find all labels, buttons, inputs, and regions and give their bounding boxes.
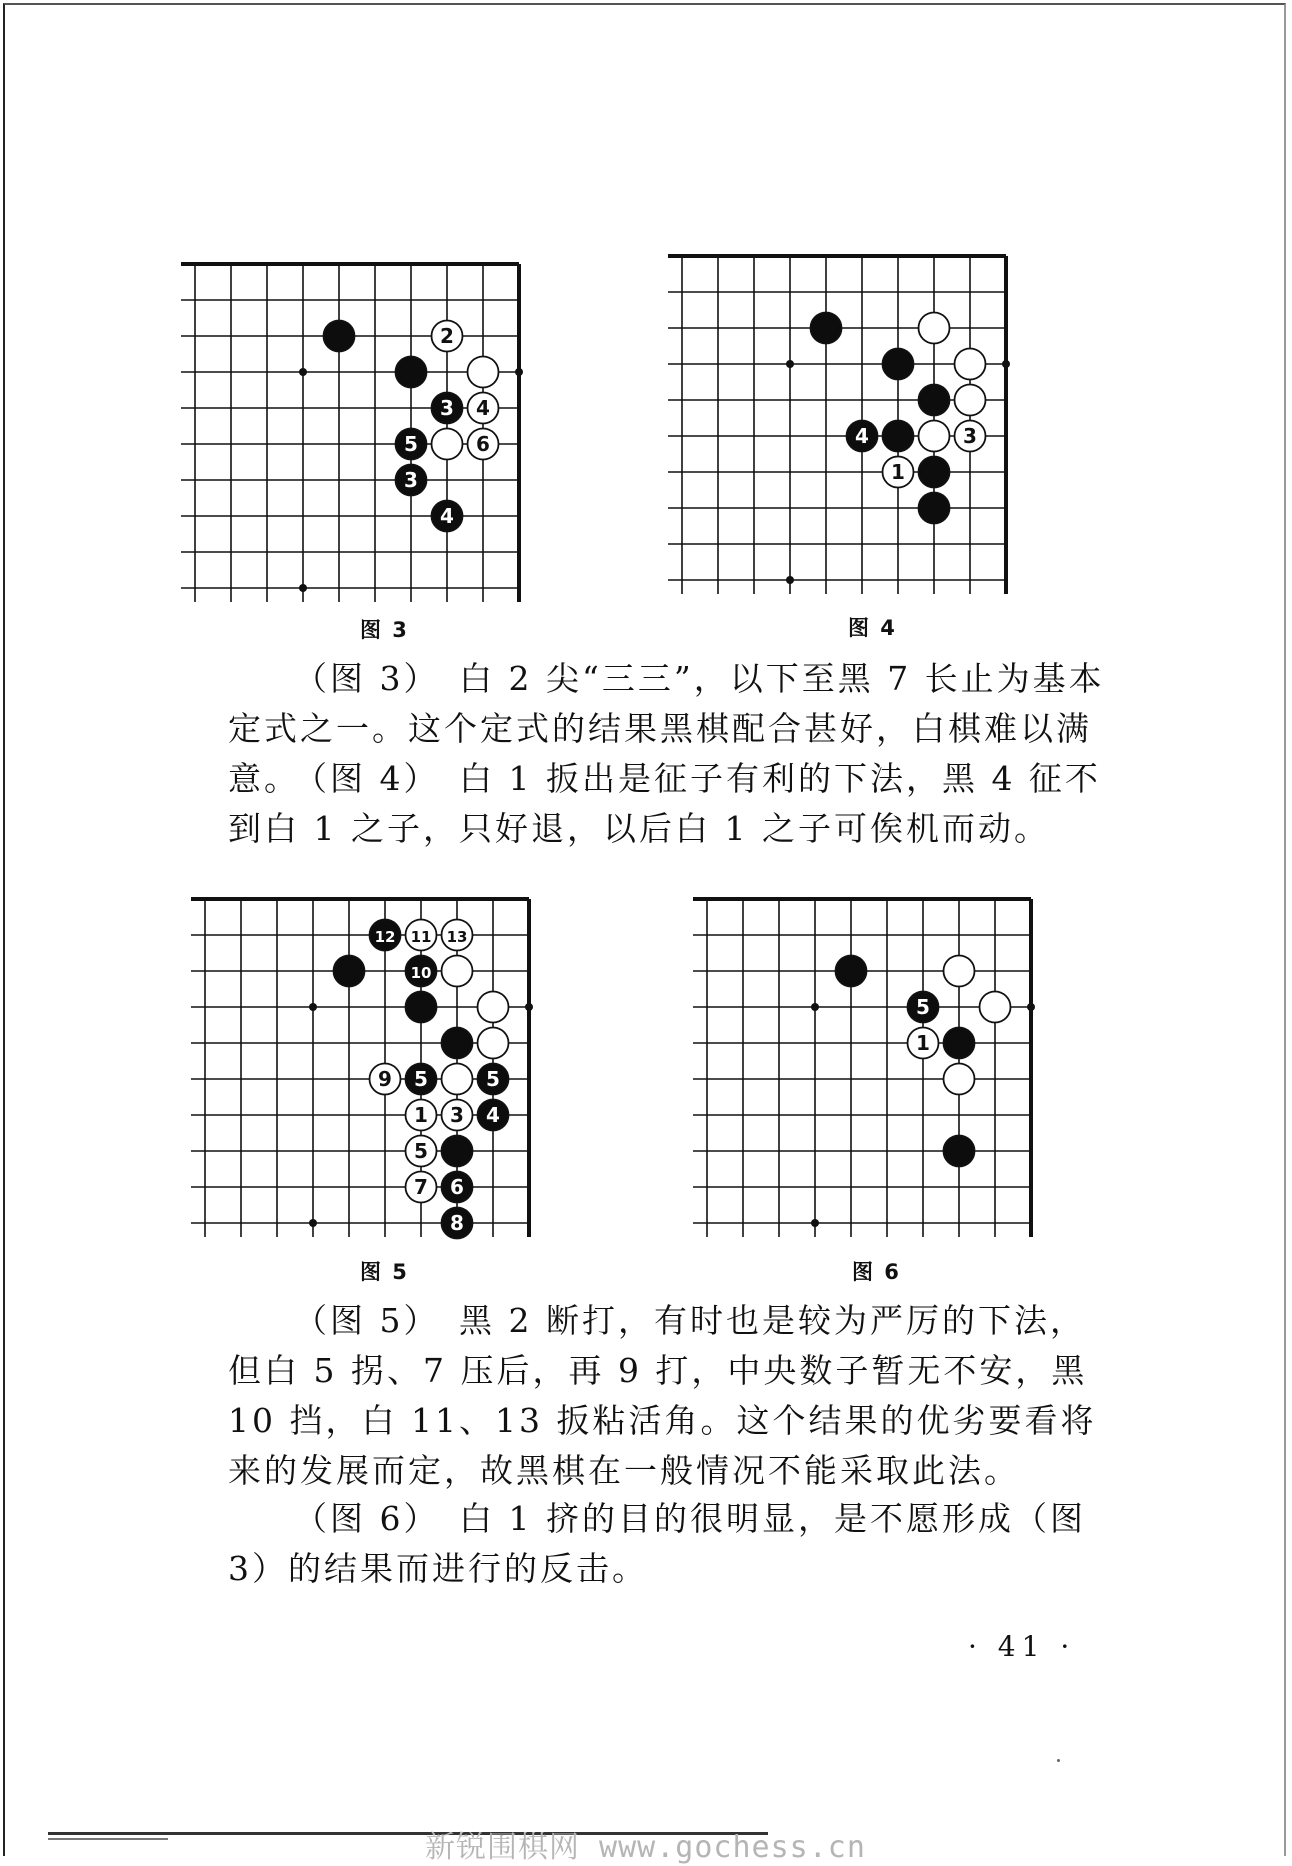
stone-move-number: 5 xyxy=(486,1067,500,1091)
stone-move-number: 6 xyxy=(476,432,490,456)
stone-move-number: 1 xyxy=(916,1031,930,1055)
white-stone xyxy=(442,1064,473,1095)
star-point xyxy=(1002,360,1010,368)
white-stone xyxy=(955,385,986,416)
white-stone xyxy=(919,313,950,344)
black-stone xyxy=(811,313,842,344)
go-board-3 xyxy=(195,258,545,600)
watermark: 新锐围棋网 www.gochess.cn xyxy=(425,1830,866,1865)
white-stone xyxy=(908,1028,939,1059)
black-stone xyxy=(883,349,914,380)
diagram-6-board xyxy=(707,893,1057,1233)
paragraph-fig5-text: （图 5） 黑 2 断打，有时也是较为严厉的下法，但白 5 拐、7 压后，再 9 打，中央数子暂无不安，黑 10 挡，白 11、13 扳粘活角。这个结果的优劣要看将来的发展而定，故黑棋在一般情况不能采取此法。 xyxy=(228,1301,1097,1490)
scan-speck xyxy=(1057,1759,1060,1762)
white-stone xyxy=(919,421,950,452)
star-point xyxy=(811,1219,819,1227)
star-point xyxy=(811,1003,819,1011)
black-stone xyxy=(836,956,867,987)
stone-move-number: 1 xyxy=(891,460,905,484)
star-point xyxy=(299,368,307,376)
white-stone xyxy=(442,956,473,987)
star-point xyxy=(1027,1003,1035,1011)
black-stone xyxy=(478,1100,509,1131)
stone-move-number: 5 xyxy=(916,995,930,1019)
black-stone xyxy=(396,465,427,496)
white-stone xyxy=(944,956,975,987)
black-stone xyxy=(442,1028,473,1059)
black-stone xyxy=(442,1172,473,1203)
black-stone xyxy=(406,956,437,987)
stone-move-number: 12 xyxy=(374,928,396,946)
black-stone xyxy=(406,1064,437,1095)
diagram-5-board xyxy=(205,893,555,1233)
white-stone xyxy=(468,357,499,388)
bottom-rule-short xyxy=(48,1838,168,1840)
stone-move-number: 2 xyxy=(440,324,454,348)
stone-move-number: 5 xyxy=(404,432,418,456)
paragraph-fig4 xyxy=(228,754,1108,854)
black-stone xyxy=(944,1136,975,1167)
star-point xyxy=(309,1003,317,1011)
star-point xyxy=(525,1003,533,1011)
white-stone xyxy=(406,1136,437,1167)
black-stone xyxy=(919,385,950,416)
white-stone xyxy=(370,1064,401,1095)
black-stone xyxy=(919,493,950,524)
white-stone xyxy=(944,1064,975,1095)
black-stone xyxy=(908,992,939,1023)
diagram-6-caption: 图 6 xyxy=(852,1260,901,1284)
white-stone xyxy=(406,1100,437,1131)
white-stone xyxy=(478,1028,509,1059)
black-stone xyxy=(919,457,950,488)
black-stone xyxy=(324,321,355,352)
star-point xyxy=(786,360,794,368)
paragraph-fig6 xyxy=(228,1494,1108,1594)
black-stone xyxy=(406,992,437,1023)
white-stone xyxy=(442,1100,473,1131)
stone-move-number: 7 xyxy=(414,1175,428,1199)
white-stone xyxy=(432,429,463,460)
white-stone xyxy=(883,457,914,488)
star-point xyxy=(299,584,307,592)
stone-move-number: 3 xyxy=(450,1103,464,1127)
paragraph-fig4-text: （图 4） 白 1 扳出是征子有利的下法，黑 4 征不到白 1 之子，只好退，以后白 1 之子可俟机而动。 xyxy=(228,759,1101,848)
black-stone xyxy=(847,421,878,452)
star-point xyxy=(309,1219,317,1227)
stone-move-number: 9 xyxy=(378,1067,392,1091)
paragraph-fig5 xyxy=(228,1296,1108,1496)
stone-move-number: 13 xyxy=(446,928,468,946)
black-stone xyxy=(370,920,401,951)
diagram-3-caption: 图 3 xyxy=(360,618,409,642)
paragraph-fig3-text: （图 3） 白 2 尖“三三”，以下至黑 7 长止为基本定式之一。这个定式的结果黑棋配合甚好，白棋难以满意。 xyxy=(228,659,1105,798)
stone-move-number: 11 xyxy=(410,928,432,946)
black-stone xyxy=(478,1064,509,1095)
stone-move-number: 8 xyxy=(450,1211,464,1235)
stone-move-number: 4 xyxy=(486,1103,500,1127)
stone-move-number: 3 xyxy=(963,424,977,448)
white-stone xyxy=(980,992,1011,1023)
stone-move-number: 4 xyxy=(476,396,490,420)
white-stone xyxy=(955,421,986,452)
black-stone xyxy=(432,393,463,424)
black-stone xyxy=(334,956,365,987)
black-stone xyxy=(432,501,463,532)
white-stone xyxy=(442,920,473,951)
stone-move-number: 1 xyxy=(414,1103,428,1127)
white-stone xyxy=(432,321,463,352)
black-stone xyxy=(442,1136,473,1167)
stone-move-number: 6 xyxy=(450,1175,464,1199)
star-point xyxy=(515,368,523,376)
diagram-4-caption: 图 4 xyxy=(848,616,897,640)
stone-move-number: 5 xyxy=(414,1067,428,1091)
go-board-6 xyxy=(707,893,1057,1233)
go-board-4 xyxy=(682,250,1032,592)
white-stone xyxy=(468,429,499,460)
black-stone xyxy=(442,1208,473,1239)
black-stone xyxy=(396,429,427,460)
paragraph-fig6-text: （图 6） 白 1 挤的目的很明显，是不愿形成（图 3）的结果而进行的反击。 xyxy=(228,1499,1086,1588)
white-stone xyxy=(955,349,986,380)
page-number: · 41 · xyxy=(968,1630,1076,1663)
diagram-5-caption: 图 5 xyxy=(360,1260,409,1284)
diagram-4-board xyxy=(682,250,1032,592)
white-stone xyxy=(406,920,437,951)
go-board-5 xyxy=(205,893,555,1233)
white-stone xyxy=(478,992,509,1023)
stone-move-number: 3 xyxy=(440,396,454,420)
white-stone xyxy=(406,1172,437,1203)
black-stone xyxy=(396,357,427,388)
stone-move-number: 4 xyxy=(440,504,454,528)
diagram-3-board xyxy=(195,258,545,600)
white-stone xyxy=(468,393,499,424)
black-stone xyxy=(944,1028,975,1059)
stone-move-number: 4 xyxy=(855,424,869,448)
stone-move-number: 5 xyxy=(414,1139,428,1163)
star-point xyxy=(786,576,794,584)
black-stone xyxy=(883,421,914,452)
stone-move-number: 3 xyxy=(404,468,418,492)
stone-move-number: 10 xyxy=(410,964,432,982)
